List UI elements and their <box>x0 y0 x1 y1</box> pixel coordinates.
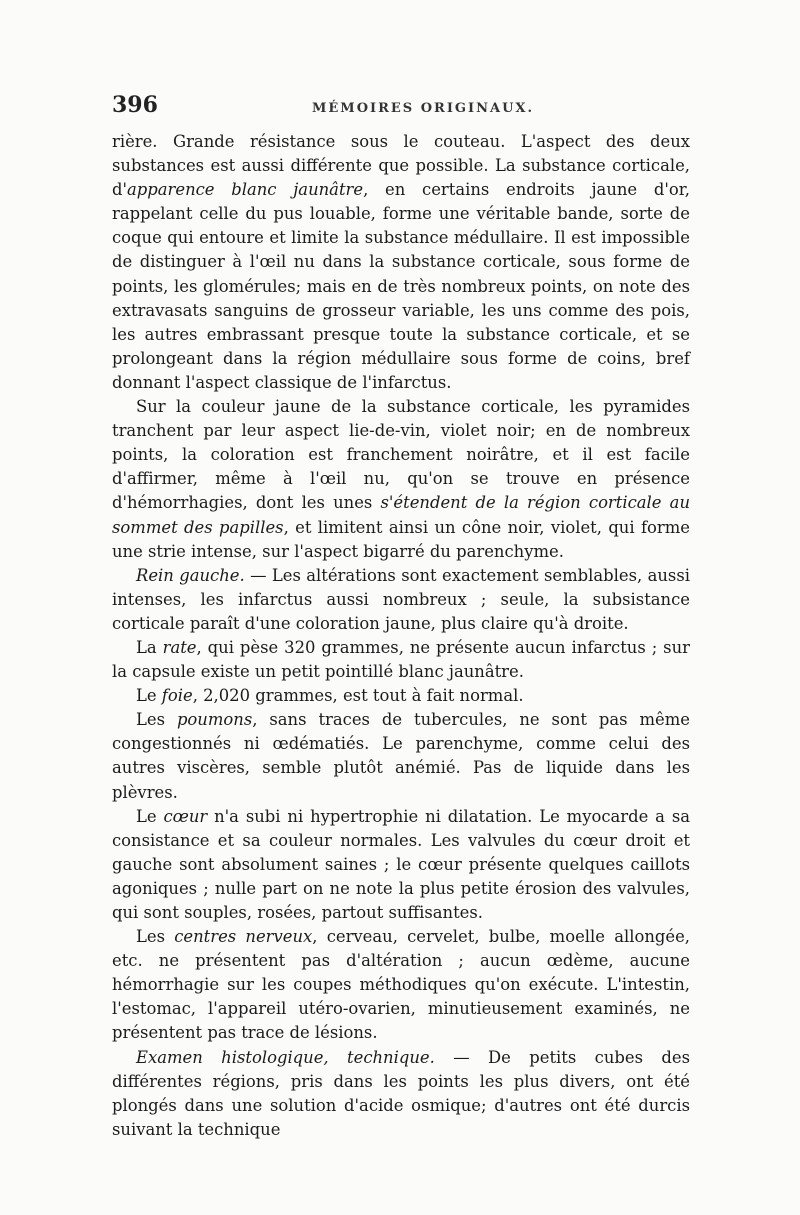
paragraph-1: rière. Grande résistance sous le couteau. L'aspect des deux substances est aussi différente que possible. La substance corticale, d'apparence blanc jaunâtre, en certains endroits jaune d'or, rappelant celle du pus louable, forme une véritable bande, sorte de coque qui entoure et limite la substance médullaire. Il est impossible de distinguer à l'œil nu dans la substance corticale, sous forme de points, les glomérules; mais en de très nombreux points, on note des extravasats sanguins de grosseur variable, les uns comme des pois, les autres embrassant presque toute la substance corticale, et se prolongeant dans la région médullaire sous forme de coins, bref donnant l'aspect classique de l'infarctus. <box>112 132 690 392</box>
page-header <box>112 92 690 122</box>
paragraph-2: Sur la couleur jaune de la substance corticale, les pyramides tranchent par leur aspect lie-de-vin, violet noir; en de nombreux points, la coloration est franchement noirâtre, et il est facile d'affirmer, même à l'œil nu, qu'on se trouve en présence d'hémorrhagies, dont les unes s'étendent de la région corticale au sommet des papilles, et limitent ainsi un cône noir, violet, qui forme une strie intense, sur l'aspect bigarré du parenchyme. <box>112 397 690 561</box>
page-number: 396 <box>112 92 158 118</box>
paragraph-centres-nerveux: Les centres nerveux, cerveau, cervelet, bulbe, moelle allongée, etc. ne présentent pas d'altération ; aucun œdème, aucune hémorrhagie sur les coupes méthodiques qu'on exécute. L'intestin, l'estomac, l'appareil utéro-ovarien, minutieusement examinés, ne présentent pas trace de lésions. <box>112 927 690 1043</box>
paragraph-rein-gauche: Rein gauche. — Les altérations sont exactement semblables, aussi intenses, les infarctus aussi nombreux ; seule, la subsistance corticale paraît d'une coloration jaune, plus claire qu'à droite. <box>112 565 690 633</box>
paragraph-examen-histologique: Examen histologique, technique. — De petits cubes des différentes régions, pris dans les points les plus divers, ont été plongés dans une solution d'acide osmique; d'autres ont été durcis suivant la technique <box>112 1047 690 1139</box>
body-text <box>112 130 690 1142</box>
paragraph-coeur: Le cœur n'a subi ni hypertrophie ni dilatation. Le myocarde a sa consistance et sa couleur normales. Les valvules du cœur droit et gauche sont absolument saines ; le cœur présente quelques caillots agoniques ; nulle part on ne note la plus petite érosion des valvules, qui sont souples, rosées, partout suffisantes. <box>112 806 691 922</box>
paragraph-rate: La rate, qui pèse 320 grammes, ne présente aucun infarctus ; sur la capsule existe un petit pointillé blanc jaunâtre. <box>112 637 690 682</box>
paragraph-poumons: Les poumons, sans traces de tubercules, ne sont pas même congestionnés ni œdématiés. Le parenchyme, comme celui des autres viscères, semble plutôt anémié. Pas de liquide dans les plèvres. <box>112 710 690 802</box>
paragraph-foie: Le foie, 2,020 grammes, est tout à fait normal. <box>136 686 524 706</box>
running-title: MÉMOIRES ORIGINAUX. <box>312 101 535 116</box>
